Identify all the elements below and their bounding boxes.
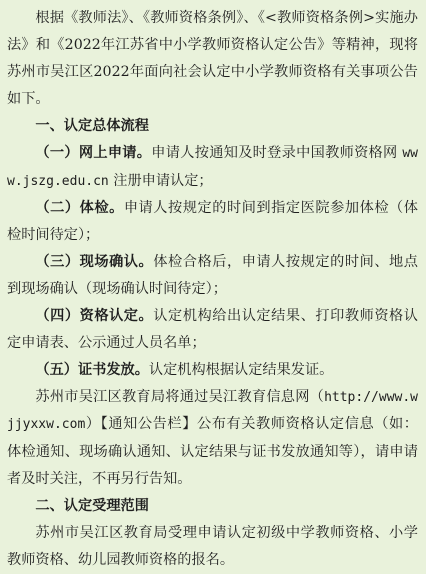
step-qualification-recognition (7, 303, 418, 357)
step-text: 申请人按通知及时登录中国教师资格网 (151, 145, 398, 162)
step-label: （二）体检。 (35, 199, 124, 216)
notice-paragraph (7, 384, 418, 492)
teacher-qualification-website-link[interactable]: www.jszg.edu.cn (7, 146, 418, 189)
step-text: 注册申请认定； (113, 172, 213, 189)
step-online-application (7, 140, 418, 194)
step-text: 申请人按规定的时间到指定医院参加体检（体检时间待定）； (7, 199, 418, 243)
step-text: 体检合格后，申请人按规定的时间、地点到现场确认（现场确认时间待定）； (7, 253, 418, 297)
step-label: （一）网上申请。 (35, 145, 152, 162)
section-2-paragraph: 苏州市吴江区教育局受理申请认定初级中学教师资格、小学教师资格、幼儿园教师资格的报名。 (7, 524, 418, 568)
step-onsite-confirmation (7, 249, 418, 303)
section-2-heading: 二、认定受理范围 (35, 497, 149, 514)
step-label: （五）证书发放。 (35, 362, 149, 379)
step-label: （四）资格认定。 (35, 308, 154, 325)
step-medical-exam (7, 195, 418, 249)
notice-text: ）【通知公告栏】公布有关教师资格认定信息（如：体检通知、现场确认通知、认定结果与证书发放通知等），请申请者及时关注，不再另行告知。 (7, 416, 418, 487)
section-1-heading: 一、认定总体流程 (35, 118, 149, 135)
intro-paragraph: 根据《教师法》、《教师资格条例》、《<教师资格条例>实施办法》和《2022年江苏省中小学教师资格认定公告》等精神，现将苏州市吴江区2022年面向社会认定中小学教师资格有关事项公告如下。 (7, 10, 418, 108)
step-label: （三）现场确认。 (35, 253, 154, 270)
step-text: 认定机构给出认定结果、打印教师资格认定申请表、公示通过人员名单； (7, 308, 418, 352)
step-certificate-issuance (7, 357, 418, 384)
step-text: 认定机构根据认定结果发证。 (148, 362, 334, 379)
notice-text: 苏州市吴江区教育局将通过吴江教育信息网（ (35, 389, 325, 406)
wujiang-education-website-link[interactable]: http://www.wjjyxxw.com (7, 390, 418, 433)
